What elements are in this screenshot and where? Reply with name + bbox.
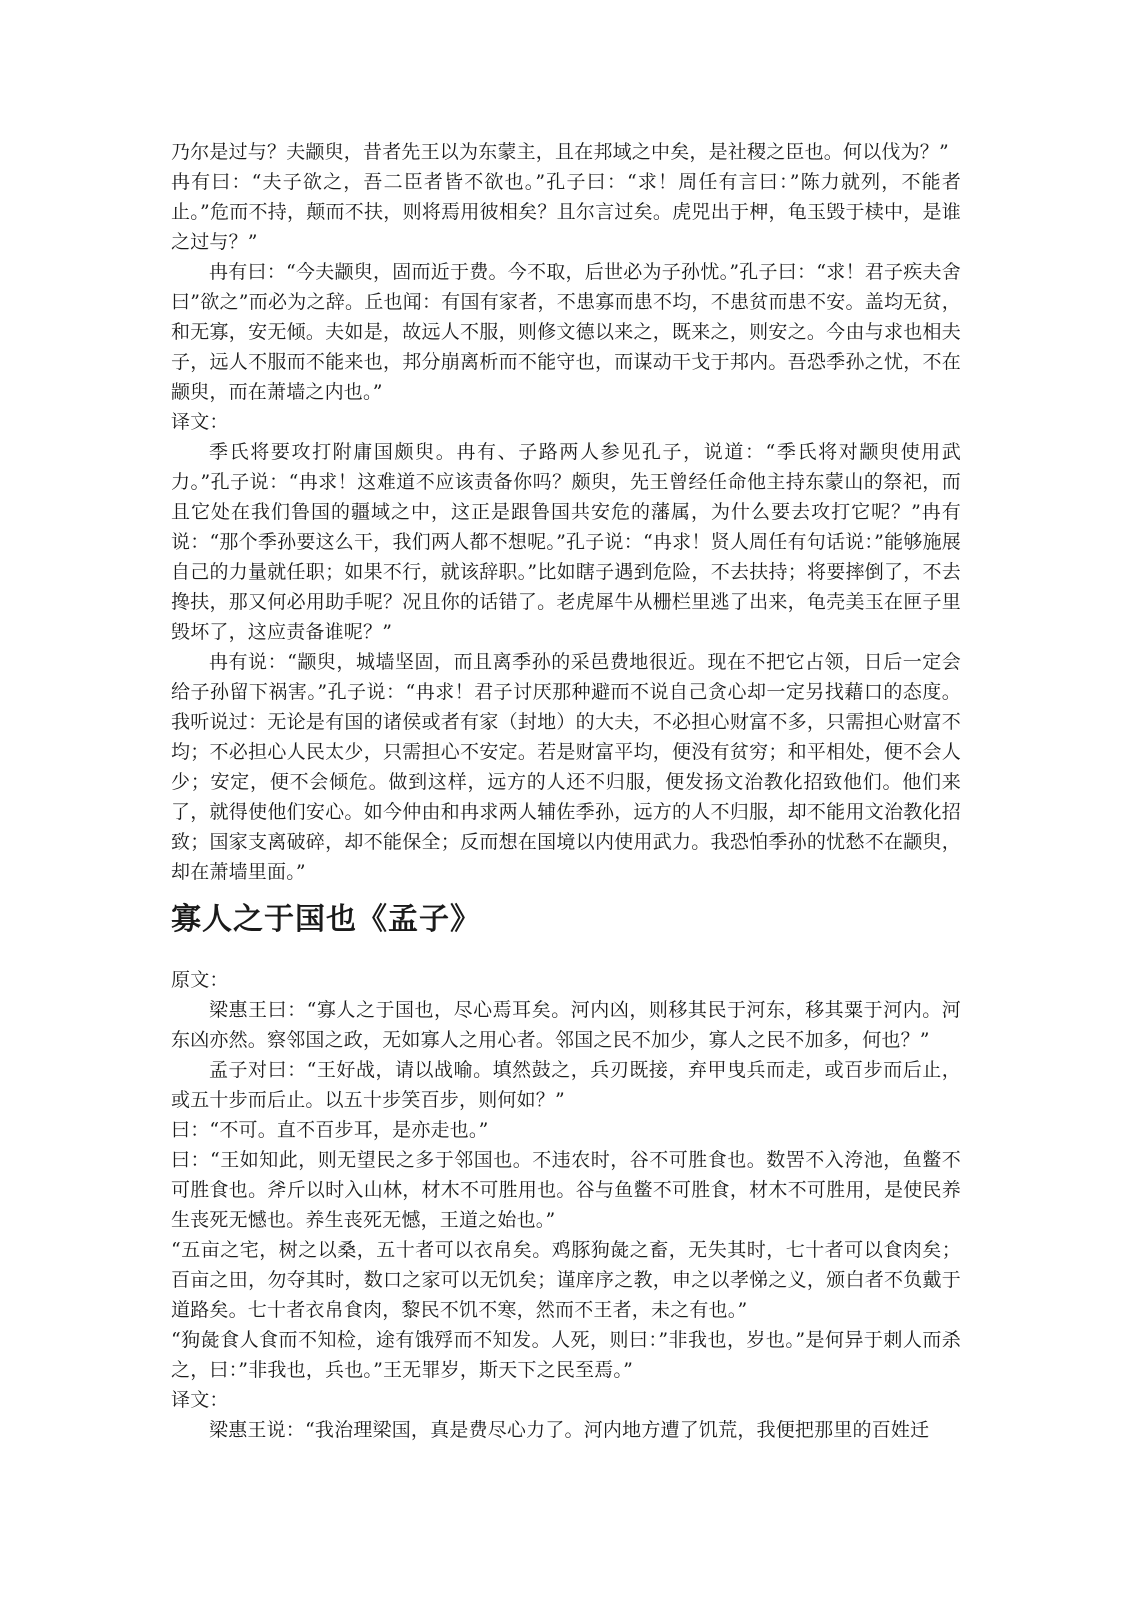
original-paragraph-4: 曰：“王如知此，则无望民之多于邻国也。不违农时，谷不可胜食也。数罟不入洿池，鱼鳖不可胜食也。斧斤以时入山林，材木不可胜用也。谷与鱼鳖不可胜食，材木不可胜用，是使民养生丧死无憾也。养生丧死无憾，王道之始也。” (171, 1149, 961, 1231)
original-label: 原文： (171, 969, 229, 991)
section-jishi-text (171, 137, 961, 887)
original-paragraph-3: 曰：“不可。直不百步耳，是亦走也。” (171, 1119, 489, 1141)
translation-paragraph-1: 梁惠王说：“我治理梁国，真是费尽心力了。河内地方遭了饥荒，我便把那里的百姓迁 (209, 1419, 930, 1441)
original-paragraph-ranyou-2: 冉有曰：“今夫颛臾，固而近于费。今不取，后世必为子孙忧。”孔子曰：“求！君子疾夫舍曰”欲之”而必为之辞。丘也闻：有国有家者，不患寡而患不均，不患贫而患不安。盖均无贫，和无寡，安无倾。夫如是，故远人不服，则修文德以来之，既来之，则安之。今由与求也相夫子，远人不服而不能来也，邦分崩离析而不能守也，而谋动干戈于邦内。吾恐季孙之忧，不在颛臾，而在萧墙之内也。” (171, 261, 961, 403)
translation-paragraph-2: 冉有说：“颛臾，城墙坚固，而且离季孙的采邑费地很近。现在不把它占领，日后一定会给子孙留下祸害。”孔子说：“冉求！君子讨厌那种避而不说自己贪心却一定另找藉口的态度。我听说过：无论是有国的诸侯或者有家（封地）的大夫，不必担心财富不多，只需担心财富不均；不必担心人民太少，只需担心不安定。若是财富平均，便没有贫穷；和平相处，便不会人少；安定，便不会倾危。做到这样，远方的人还不归服，便发扬文治教化招致他们。他们来了，就得使他们安心。如今仲由和冉求两人辅佐季孙，远方的人不归服，却不能用文治教化招致；国家支离破碎，却不能保全；反而想在国境以内使用武力。我恐怕季孙的忧愁不在颛臾，却在萧墙里面。” (171, 651, 961, 883)
original-paragraph-5: “五亩之宅，树之以桑，五十者可以衣帛矣。鸡豚狗彘之畜，无失其时，七十者可以食肉矣；百亩之田，勿夺其时，数口之家可以无饥矣；谨庠序之教，申之以孝悌之义，颁白者不负戴于道路矣。七十者衣帛食肉，黎民不饥不寒，然而不王者，未之有也。” (171, 1239, 961, 1321)
original-paragraph-ranyou-1: 冉有曰：“夫子欲之，吾二臣者皆不欲也。”孔子曰：“求！周任有言曰：”陈力就列，不能者止。”危而不持，颠而不扶，则将焉用彼相矣？且尔言过矣。虎兕出于柙，龟玉毁于椟中，是谁之过与？” (171, 171, 961, 253)
original-paragraph-6: “狗彘食人食而不知检，途有饿殍而不知发。人死，则曰：”非我也，岁也。”是何异于刺人而杀之，曰：”非我也，兵也。”王无罪岁，斯天下之民至焉。” (171, 1329, 961, 1381)
section-title: 寡人之于国也《孟子》 (171, 902, 481, 937)
original-paragraph-continued: 乃尔是过与？夫颛臾，昔者先王以为东蒙主，且在邦域之中矣，是社稷之臣也。何以伐为？” (171, 141, 949, 163)
original-paragraph-1: 梁惠王曰：“寡人之于国也，尽心焉耳矣。河内凶，则移其民于河东，移其粟于河内。河东凶亦然。察邻国之政，无如寡人之用心者。邻国之民不加少，寡人之民不加多，何也？” (171, 999, 961, 1051)
translation-label: 译文： (171, 1389, 229, 1411)
section-guaren-text (171, 965, 961, 1445)
original-paragraph-2: 孟子对曰：“王好战，请以战喻。填然鼓之，兵刃既接，弃甲曳兵而走，或百步而后止，或五十步而后止。以五十步笑百步，则何如？” (171, 1059, 961, 1111)
translation-paragraph-1: 季氏将要攻打附庸国颇臾。冉有、子路两人参见孔子，说道：“季氏将对颛臾使用武力。”孔子说：“冉求！这难道不应该责备你吗？颇臾，先王曾经任命他主持东蒙山的祭祀，而且它处在我们鲁国的疆域之中，这正是跟鲁国共安危的藩属，为什么要去攻打它呢？”冉有说：“那个季孙要这么干，我们两人都不想呢。”孔子说：“冉求！贤人周任有句话说：”能够施展自己的力量就任职；如果不行，就该辞职。”比如瞎子遇到危险，不去扶持；将要摔倒了，不去搀扶，那又何必用助手呢？况且你的话错了。老虎犀牛从栅栏里逃了出来，龟壳美玉在匣子里毁坏了，这应责备谁呢？” (171, 441, 961, 643)
translation-label: 译文： (171, 411, 229, 433)
